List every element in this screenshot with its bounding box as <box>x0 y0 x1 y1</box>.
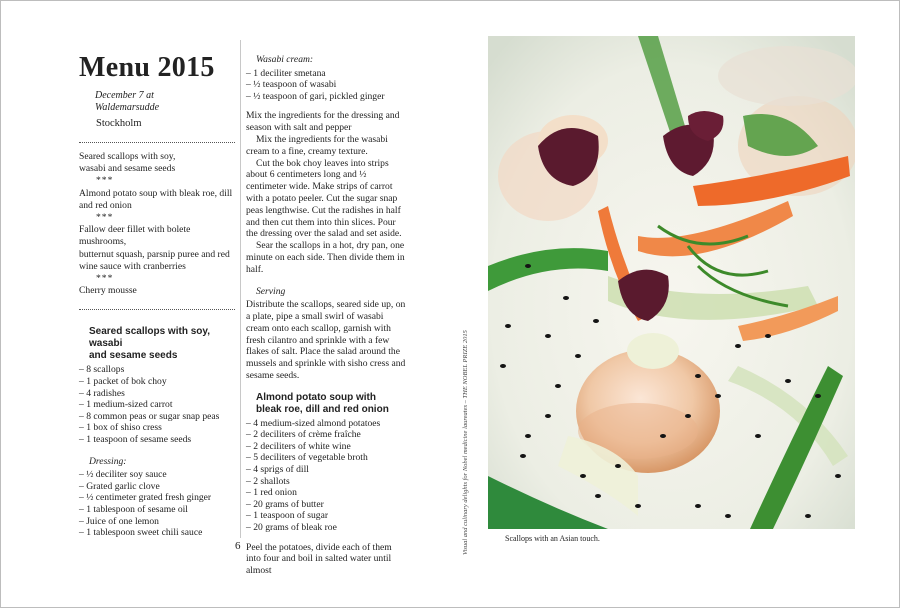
ingredient: – ½ deciliter soy sauce <box>79 469 167 481</box>
instruction-paragraph: Peel the potatoes, divide each of them into four and boil in salted water until almost <box>246 541 392 577</box>
dotted-divider <box>79 142 235 143</box>
dressing-label: Dressing: <box>89 455 127 467</box>
recipe-title-line: bleak roe, dill and red onion <box>256 403 389 415</box>
ingredient: – 8 scallops <box>79 364 125 376</box>
soup-ingredients <box>246 418 406 534</box>
ingredient: – 1 tablespoon sweet chili sauce <box>79 527 203 539</box>
scallops-ingredients <box>79 364 237 445</box>
dateline <box>95 90 237 114</box>
menu-course: Cherry mousse <box>79 285 137 297</box>
menu-course: and red onion <box>79 199 132 211</box>
food-photo <box>488 36 855 529</box>
spine-text: Visual and culinary delights for Nobel medicine laureates – THE NOBEL PRIZE 2015 <box>462 330 469 555</box>
ingredient: – 2 shallots <box>246 475 290 487</box>
ingredient: – ½ teaspoon of wasabi <box>246 79 337 91</box>
middle-column <box>246 52 406 577</box>
separator-stars: *** <box>96 175 114 187</box>
ingredient: – Grated garlic clove <box>79 480 160 492</box>
date-line-2: Waldemarsudde <box>95 102 160 113</box>
wasabi-ingredients <box>246 68 406 103</box>
ingredient: – 1 teaspoon of sugar <box>246 510 329 522</box>
menu-list <box>79 151 237 297</box>
recipe-title-line: Seared scallops with soy, wasabi <box>89 326 210 350</box>
page-title: Menu 2015 <box>79 52 215 83</box>
menu-course: butternut squash, parsnip puree and red <box>79 248 230 260</box>
menu-course: Seared scallops with soy, <box>79 151 176 162</box>
dressing-ingredients <box>79 469 237 539</box>
ingredient: – 4 medium-sized almond potatoes <box>246 417 381 429</box>
left-column <box>79 52 237 539</box>
ingredient: – 20 grams of butter <box>246 498 324 510</box>
serving-label: Serving <box>256 285 286 297</box>
menu-course: wasabi and sesame seeds <box>79 163 176 175</box>
instruction-paragraph: Cut the bok choy leaves into strips about 6 centimeters long and ½ centimeter wide. Make strips of carrot with a potato peeler. Cut the sugar snap peas lengthwise. Cut the radishes in half and then cut them into thin slices. Pour the dressing over the salad and set aside. <box>246 157 402 240</box>
ingredient: – 4 radishes <box>79 387 125 399</box>
ingredient: – ½ centimeter grated fresh ginger <box>79 492 212 504</box>
separator-stars: *** <box>96 273 114 285</box>
ingredient: – 1 medium-sized carrot <box>79 399 173 411</box>
recipe-title-line: Almond potato soup with <box>256 391 376 403</box>
page-number: 6 <box>235 540 241 552</box>
separator-stars: *** <box>96 212 114 224</box>
wasabi-label: Wasabi cream: <box>256 54 314 65</box>
recipe-title-line: and sesame seeds <box>89 350 178 362</box>
ingredient: – 1 packet of bok choy <box>79 376 167 388</box>
city: Stockholm <box>96 118 142 129</box>
ingredient: – ½ teaspoon of gari, pickled ginger <box>246 90 385 102</box>
menu-course: wine sauce with cranberries <box>79 260 186 272</box>
menu-course: Almond potato soup with bleak roe, dill <box>79 187 233 199</box>
ingredient: – 1 deciliter smetana <box>246 67 326 79</box>
ingredient: – 2 deciliters of crème fraîche <box>246 429 361 441</box>
instruction-paragraph: Mix the ingredients for the wasabi cream to a fine, creamy texture. <box>246 133 388 157</box>
photo-caption: Scallops with an Asian touch. <box>505 534 600 543</box>
recipe-title-soup <box>256 392 406 416</box>
ingredient: – 1 teaspoon of sesame seeds <box>79 434 192 445</box>
ingredient: – Juice of one lemon <box>79 515 159 527</box>
instruction-paragraph: Mix the ingredients for the dressing and season with salt and pepper <box>246 110 400 134</box>
recipe-title-scallops <box>89 326 237 362</box>
date-line-1: December 7 at <box>95 90 154 101</box>
ingredient: – 1 red onion <box>246 487 297 499</box>
ingredient: – 2 deciliters of white wine <box>246 440 351 452</box>
instruction-paragraph: Sear the scallops in a hot, dry pan, one minute on each side. Then divide them in half. <box>246 240 405 275</box>
column-divider <box>240 40 241 538</box>
menu-course: Fallow deer fillet with bolete mushrooms, <box>79 224 191 248</box>
scallops-illustration <box>488 36 855 529</box>
ingredient: – 4 sprigs of dill <box>246 464 309 476</box>
ingredient: – 1 box of shiso cress <box>79 422 162 434</box>
ingredient: – 8 common peas or sugar snap peas <box>79 410 220 422</box>
ingredient: – 5 deciliters of vegetable broth <box>246 452 368 464</box>
ingredient: – 1 tablespoon of sesame oil <box>79 503 188 515</box>
serving-paragraph: Distribute the scallops, seared side up, on a plate, pipe a small swirl of wasabi cream onto each scallop, garnish with fresh cilantro and sprinkle with a few flakes of salt. Place the salad around the mussels and sprinkle with sisho cress and sesame seeds. <box>246 299 406 381</box>
ingredient: – 20 grams of bleak roe <box>246 522 337 534</box>
dotted-divider <box>79 309 235 310</box>
